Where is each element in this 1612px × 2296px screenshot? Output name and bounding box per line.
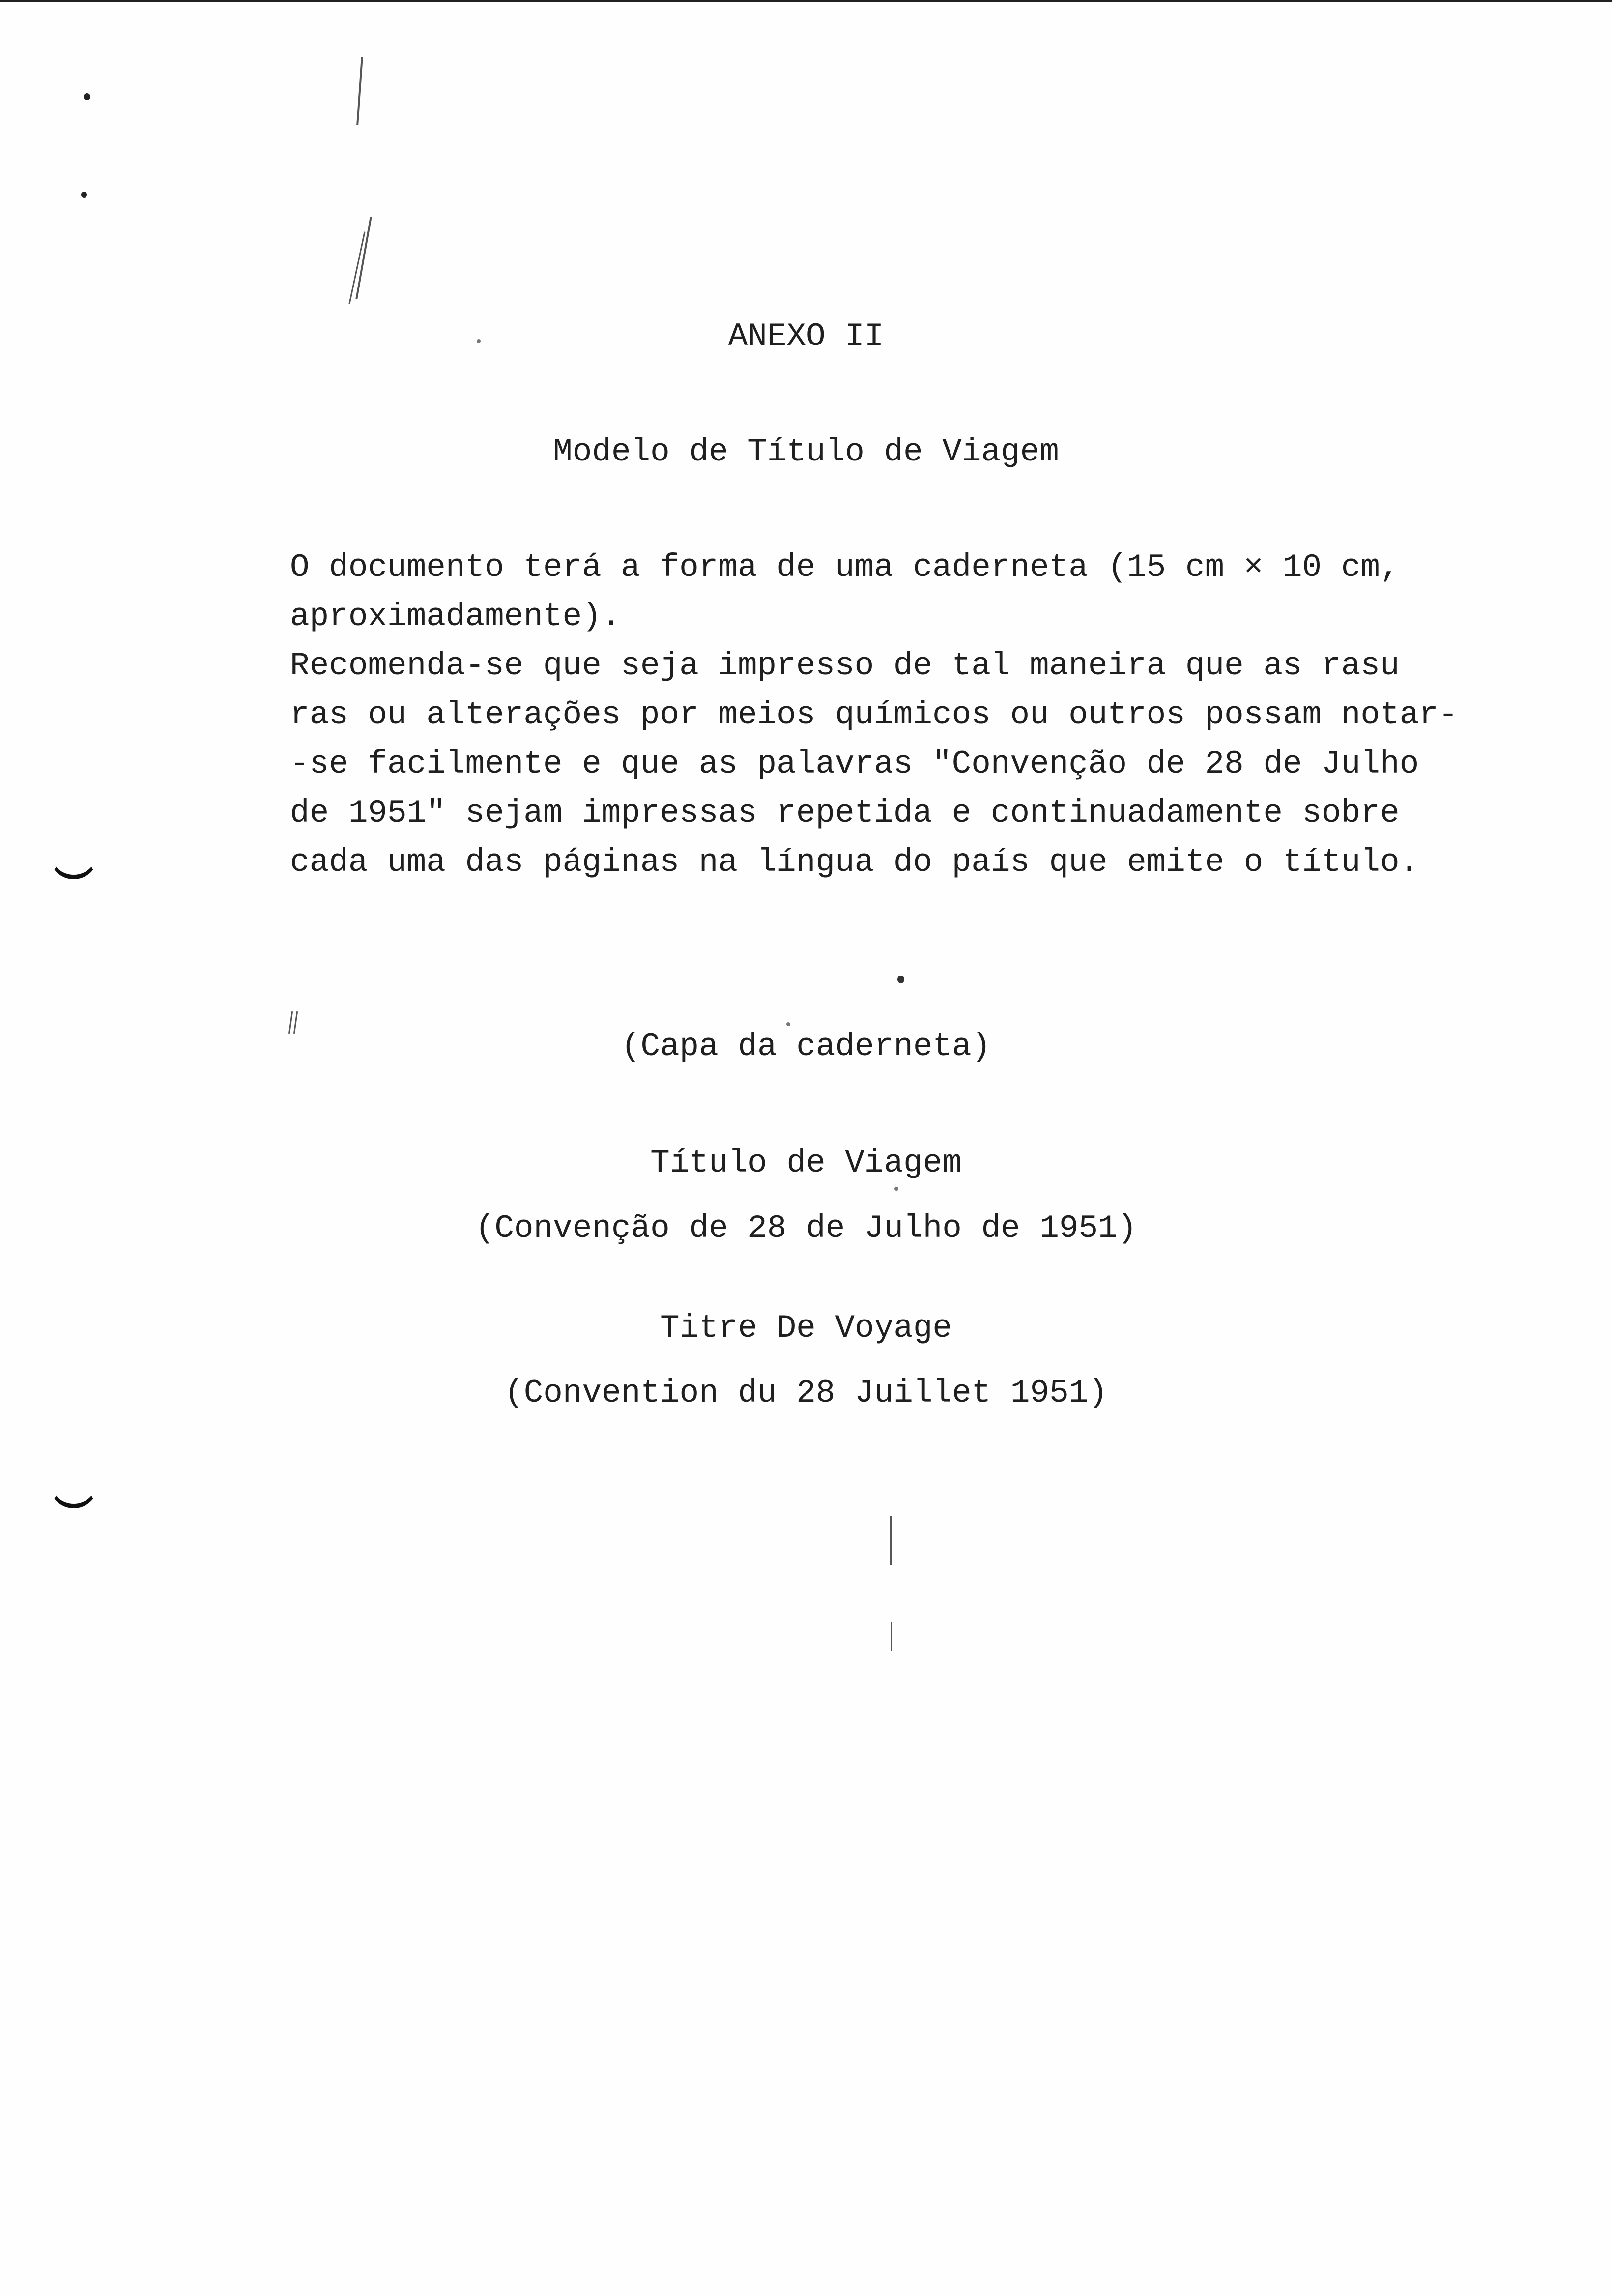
paragraph-line: ras ou alterações por meios químicos ou outros possam notar- [290,696,1458,733]
punch-hole-mark [49,845,98,879]
cover-caption: (Capa da caderneta) [621,1028,991,1065]
scan-speck [81,192,87,198]
scan-mark [356,57,363,125]
document-subtitle: Modelo de Título de Viagem [553,433,1059,470]
cover-title-fr: Titre De Voyage [660,1310,952,1347]
body-paragraph [290,543,1519,887]
cover-convention-pt: (Convenção de 28 de Julho de 1951) [475,1210,1137,1247]
annex-title: ANEXO II [728,318,884,355]
cover-convention-fr: (Convention du 28 Juillet 1951) [504,1375,1108,1411]
paragraph-line: -se facilmente e que as palavras "Convenção de 28 de Julho [290,746,1419,782]
paragraph-line: Recomenda-se que seja impresso de tal maneira que as rasu [290,647,1400,684]
cover-title-pt: Título de Viagem [650,1145,962,1181]
scan-speck [897,976,904,983]
paragraph-line: O documento terá a forma de uma caderneta (15 cm × 10 cm, [290,549,1400,586]
paragraph-line: aproximadamente). [290,598,621,635]
scan-speck [894,1187,898,1191]
paragraph-line: de 1951" sejam impressas repetida e continuadamente sobre [290,795,1400,832]
scan-mark [890,1516,892,1565]
top-edge-rule [0,0,1612,2]
scan-speck [84,93,90,100]
scan-speck [786,1022,790,1026]
paragraph-line: cada uma das páginas na língua do país que emite o título. [290,844,1419,881]
scan-mark [891,1622,892,1651]
punch-hole-mark [49,1474,98,1508]
